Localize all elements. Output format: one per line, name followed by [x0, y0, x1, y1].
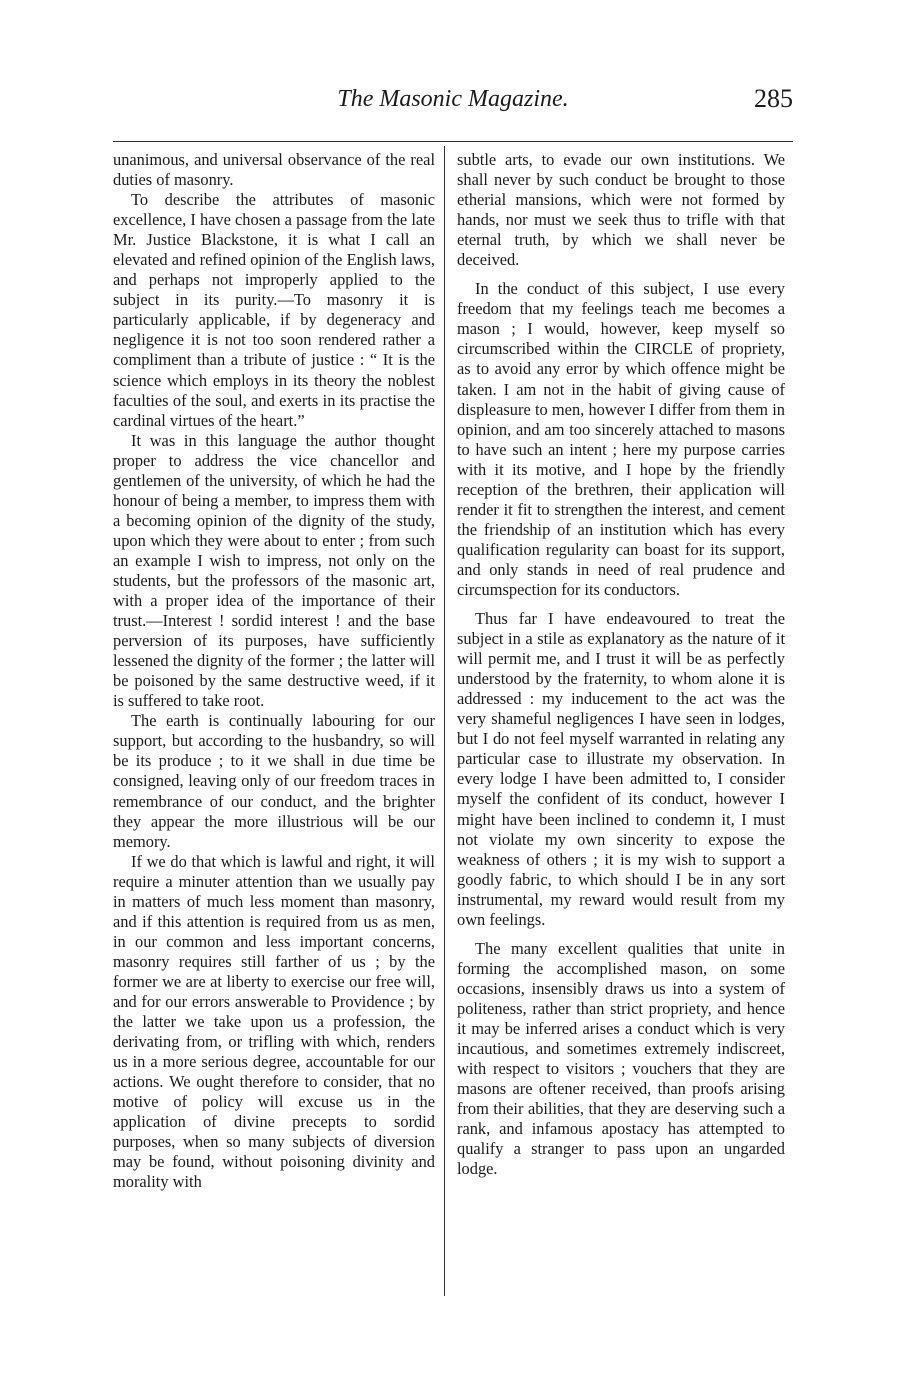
- paragraph: It was in this language the author thought proper to address the vice chancellor and gentlemen of the university, of which he had the honour of being a member, to impress them with a becoming opinion of the dignity of the study, upon which they were about to enter ; from such an example I wish to impress, not only on the students, but the professors of the masonic art, with a proper idea of the importance of their trust.—Interest ! sordid interest ! and the base perversion of its purposes, have sufficiently lessened the dignity of the former ; the latter will be poisoned by the same destructive weed, if it is suffered to take root.: [113, 430, 435, 711]
- left-column: [113, 150, 435, 1192]
- page-header: [113, 84, 793, 124]
- paragraph: In the conduct of this subject, I use every freedom that my feelings teach me becomes a mason ; I would, however, keep myself so circumscribed within the CIRCLE of propriety, as to avoid any error by which offence might be taken. I am not in the habit of giving cause of displeasure to men, however I differ from them in opinion, and am too sincerely attached to masons to have such an intent ; here my purpose carries with it its motive, and I hope by the friendly reception of the brethren, their application will render it fit to strengthen the interest, and cement the friendship of an institution which has every qualification regularity can boast for its support, and only stands in need of real prudence and circumspection for its conductors.: [457, 279, 785, 599]
- paragraph: Thus far I have endeavoured to treat the subject in a stile as explanatory as the nature of it will permit me, and I trust it will be as perfectly understood by the fraternity, to whom alone it is addressed : my inducement to the act was the very shameful negligences I have seen in lodges, but I do not feel myself warranted in relating any particular case to illustrate my observation. In every lodge I have been admitted to, I consider myself the confident of its conduct, however I might have been inclined to condemn it, I must not violate my own sincerity to expose the weakness of others ; it is my wish to support a goodly fabric, to which should I be in any sort instrumental, my reward would result from my own feelings.: [457, 609, 785, 929]
- right-column: [457, 150, 785, 1179]
- paragraph: subtle arts, to evade our own institutions. We shall never by such conduct be brought to those etherial mansions, which were not formed by hands, nor must we seek thus to trifle with that eternal truth, by which we shall never be deceived.: [457, 150, 785, 270]
- paragraph: If we do that which is lawful and right, it will require a minuter attention than we usually pay in matters of much less moment than masonry, and if this attention is required from us as men, in our common and less important concerns, masonry requires still farther of us ; by the former we are at liberty to exercise our free will, and for our errors answerable to Providence ; by the latter we take upon us a profession, the derivating from, or trifling with which, renders us in a more serious degree, accountable for our actions. We ought therefore to consider, that no motive of policy will excuse us in the application of divine precepts to sordid purposes, when so many subjects of diversion may be found, without poisoning divinity and morality with: [113, 851, 435, 1192]
- paragraph: To describe the attributes of masonic excellence, I have chosen a passage from the late Mr. Justice Blackstone, it is what I call an elevated and refined opinion of the English laws, and perhaps not improperly applied to the subject in its purity.—To masonry it is particularly applicable, if by degeneracy and negligence it is not too soon rendered rather a compliment than a tribute of justice : “ It is the science which employs in its theory the noblest faculties of the soul, and exerts in its practise the cardinal virtues of the heart.”: [113, 190, 435, 430]
- column-divider: [444, 146, 445, 1296]
- paragraph: unanimous, and universal observance of the real duties of masonry.: [113, 150, 435, 190]
- paragraph: The many excellent qualities that unite in forming the accomplished mason, on some occasions, insensibly draws us into a system of politeness, rather than strict propriety, and hence it may be inferred arises a conduct which is very incautious, and sometimes extremely indiscreet, with respect to visitors ; vouchers that they are masons are oftener received, than proofs arising from their abilities, that they are deserving such a rank, and infamous apostacy has attempted to qualify a stranger to pass upon an ungarded lodge.: [457, 938, 785, 1179]
- page-number: 285: [754, 84, 793, 113]
- running-title: The Masonic Magazine.: [337, 86, 569, 112]
- header-rule: [113, 141, 793, 142]
- paragraph: The earth is continually labouring for our support, but according to the husbandry, so will be its produce ; to it we shall in due time be consigned, leaving only of our freedom traces in remembrance of our conduct, and the brighter they appear the more illustrious will be our memory.: [113, 711, 435, 851]
